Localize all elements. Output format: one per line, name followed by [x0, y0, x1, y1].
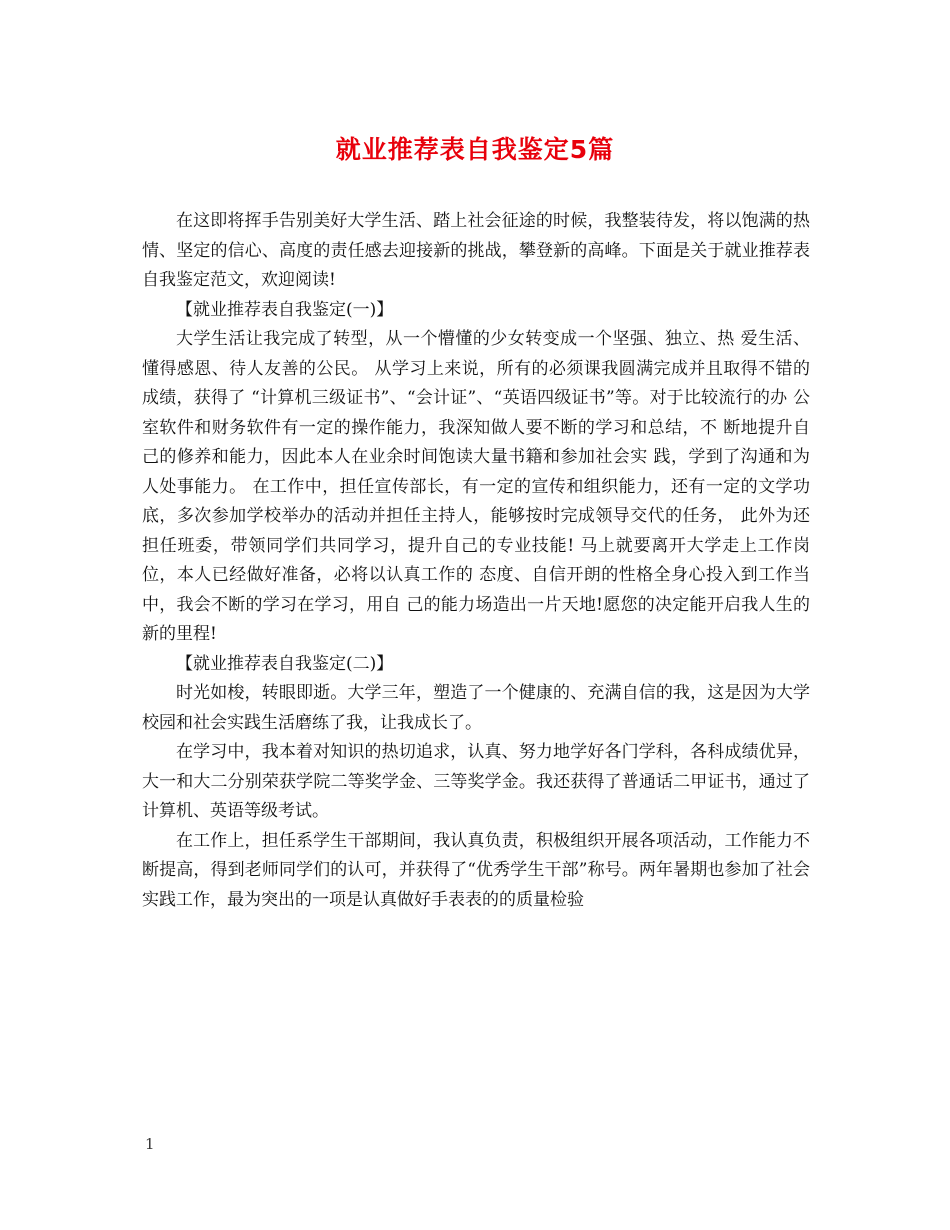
section-two-paragraph-2: 在学习中，我本着对知识的热切追求，认真、努力地学好各门学科，各科成绩优异，大一和大二分别荣获学院二等奖学金、三等奖学金。我还获得了普通话二甲证书，通过了计算机、英语等级考试。: [142, 742, 810, 821]
document-title: 就业推荐表自我鉴定5篇: [335, 135, 615, 164]
section-one-paragraph: 大学生活让我完成了转型，从一个懵懂的少女转变成一个坚强、独立、热 爱生活、懂得感恩、待人友善的公民。 从学习上来说，所有的必须课我圆满完成并且取得不错的成绩，获得了 “计算机三级证书”、“会计证”、“英语四级证书”等。对于比较流行的办 公室软件和财务软件有一定的操作能力，我深知做人要不断的学习和总结，不 断地提升自己的修养和能力，因此本人在业余时间饱读大量书籍和参加社会实 践，学到了沟通和为人处事能力。 在工作中，担任宣传部长，有一定的宣传和组织能力，还有一定的文学功 底，多次参加学校举办的活动并担任主持人，能够按时完成领导交代的任务， 此外为还担任班委，带领同学们共同学习，提升自己的专业技能! 马上就要离开大学走上工作岗位，本人已经做好准备，必将以认真工作的 态度、自信开朗的性格全身心投入到工作当中，我会不断的学习在学习，用自 己的能力场造出一片天地!愿您的决定能开启我人生的新的里程!: [142, 329, 810, 644]
section-two-paragraph-1: 时光如梭，转眼即逝。大学三年，塑造了一个健康的、充满自信的我，这是因为大学校园和社会实践生活磨练了我，让我成长了。: [142, 683, 810, 733]
document-body: [142, 207, 810, 915]
intro-paragraph: 在这即将挥手告别美好大学生活、踏上社会征途的时候，我整装待发，将以饱满的热情、坚定的信心、高度的责任感去迎接新的挑战，攀登新的高峰。下面是关于就业推荐表自我鉴定范文，欢迎阅读!: [142, 211, 810, 290]
section-heading-one: 【就业推荐表自我鉴定(一)】: [176, 299, 394, 320]
page-number: 1: [145, 1135, 155, 1153]
section-two-paragraph-3: 在工作上，担任系学生干部期间，我认真负责，积极组织开展各项活动，工作能力不断提高，得到老师同学们的认可，并获得了“优秀学生干部”称号。两年暑期也参加了社会实践工作，最为突出的一项是认真做好手表表的的质量检验: [142, 830, 810, 910]
section-heading-two: 【就业推荐表自我鉴定(二)】: [176, 653, 394, 674]
